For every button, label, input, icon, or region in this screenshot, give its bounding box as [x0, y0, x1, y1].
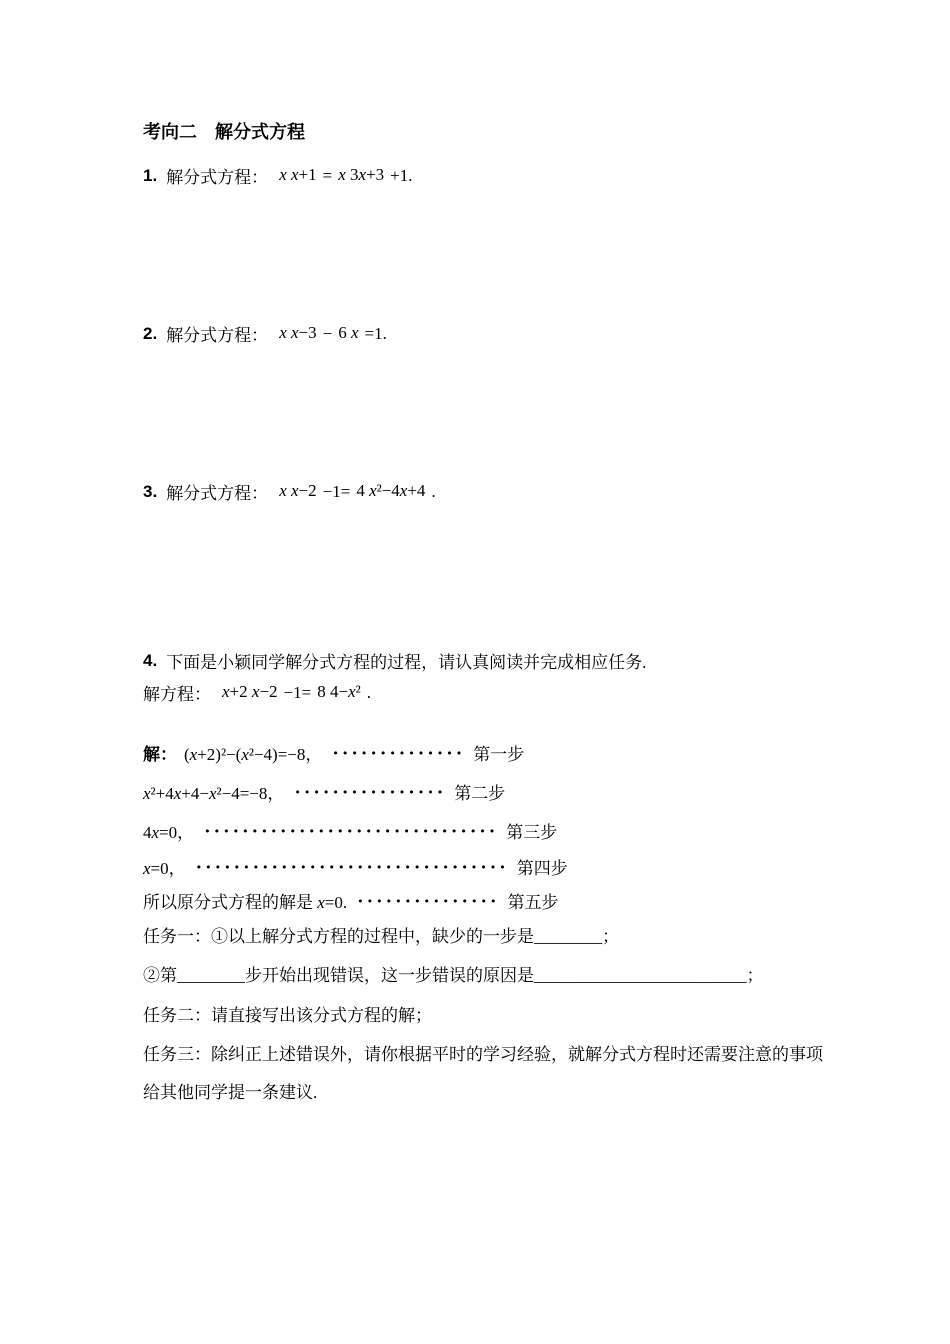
dot-leader: •••••••••••••••: [357, 895, 500, 908]
equation-tail: .: [431, 481, 436, 501]
step-math: 4x=0，: [143, 823, 195, 842]
solution-step-4: [143, 854, 568, 879]
dot-leader: •••••••••••••••••••••••••••••••: [204, 825, 499, 838]
problem-1: [143, 163, 416, 188]
fill-in-blank: ________: [534, 927, 602, 946]
solution-step-2: [143, 779, 505, 804]
equation-operator: −1=: [322, 481, 351, 501]
fraction: x x+1: [279, 165, 317, 185]
fraction: x+2 x−2: [222, 682, 278, 702]
equation-tail: +1.: [390, 165, 413, 185]
fraction: 6 x: [338, 323, 359, 343]
problem-4-intro-text: 下面是小颖同学解分式方程的过程，请认真阅读并完成相应任务.: [166, 653, 647, 672]
solution-step-1: [143, 740, 524, 765]
solution-prefix: 解：: [143, 745, 177, 764]
fraction: x x−3: [279, 323, 317, 343]
step-label: 第一步: [473, 745, 525, 764]
problem-3-prompt: 解分式方程：: [166, 484, 269, 503]
equation-tail: =1.: [364, 323, 387, 343]
step-label: 第三步: [506, 823, 558, 842]
step-label: 第五步: [507, 893, 559, 912]
fraction: 4 x²−4x+4: [356, 481, 426, 501]
problem-2-number: 2.: [143, 323, 158, 343]
fraction: x x−2: [279, 481, 317, 501]
task-3-text-2: 给其他同学提一条建议.: [143, 1083, 318, 1102]
equation-operator: =: [322, 165, 333, 185]
dot-leader: ••••••••••••••••: [294, 786, 447, 799]
task-2-line: [143, 1004, 432, 1028]
solution-step-3: [143, 818, 557, 843]
problem-3: [143, 479, 439, 504]
task-3-text-1: 任务三：除纠正上述错误外，请你根据平时的学习经验，就解分式方程时还需要注意的事项: [143, 1045, 823, 1064]
task-1-line-1: [143, 925, 619, 949]
problem-3-number: 3.: [143, 481, 158, 501]
dot-leader: ••••••••••••••: [332, 747, 466, 760]
task-1-text: 任务一：①以上解分式方程的过程中，缺少的一步是: [143, 927, 534, 946]
step-math: 所以原分式方程的解是 x=0.: [143, 893, 348, 912]
problem-1-prompt: 解分式方程：: [166, 168, 269, 187]
problem-1-number: 1.: [143, 165, 158, 185]
step-label: 第四步: [516, 859, 568, 878]
problem-2-prompt: 解分式方程：: [166, 326, 269, 345]
task-1b-mid: 步开始出现错误，这一步错误的原因是: [245, 966, 534, 985]
equation-tail: .: [366, 682, 371, 702]
task-1b-pre: ②第: [143, 966, 177, 985]
solution-step-5: [143, 888, 558, 913]
task-3-line-1: [143, 1043, 823, 1067]
step-math: x²+4x+4−x²−4=−8，: [143, 784, 285, 803]
fraction: 8 4−x²: [317, 682, 361, 702]
task-1-line-2: [143, 964, 764, 988]
task-2-text: 任务二：请直接写出该分式方程的解；: [143, 1006, 432, 1025]
equation-operator: −1=: [283, 682, 312, 702]
problem-4-number: 4.: [143, 650, 158, 670]
task-1b-end: ；: [746, 966, 764, 985]
task-1-end: ；: [602, 927, 619, 946]
solve-label: 解方程：: [143, 685, 211, 704]
dot-leader: •••••••••••••••••••••••••••••••••: [195, 861, 509, 874]
problem-4-intro: [143, 648, 646, 673]
task-3-line-2: [143, 1081, 317, 1105]
problem-2: [143, 321, 390, 346]
step-math: (x+2)²−(x²−4)=−8，: [184, 745, 323, 764]
problem-4-equation: [143, 680, 374, 705]
fill-in-blank: _________________________: [534, 966, 747, 985]
step-math: x=0，: [143, 859, 186, 878]
equation-operator: −: [322, 323, 333, 343]
fraction: x 3x+3: [338, 165, 385, 185]
section-heading: 考向二 解分式方程: [143, 122, 305, 142]
fill-in-blank: ________: [177, 966, 245, 985]
step-label: 第二步: [454, 784, 506, 803]
